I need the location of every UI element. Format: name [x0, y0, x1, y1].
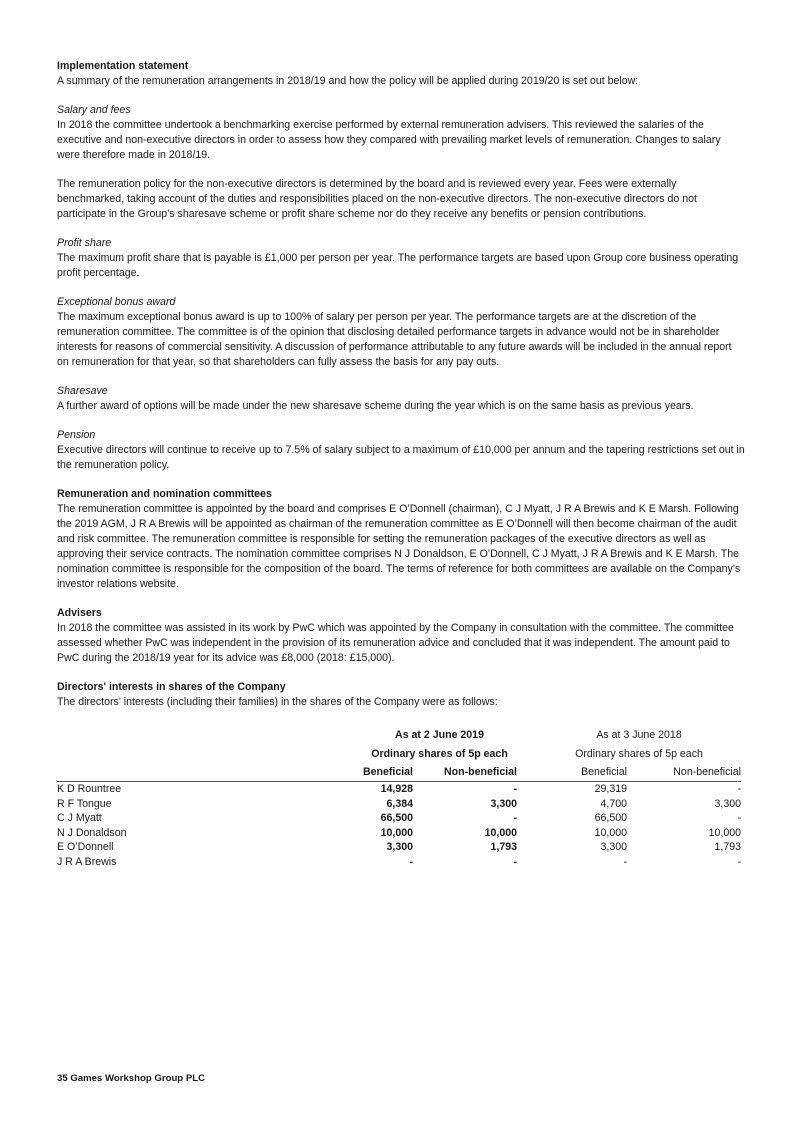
- advisers-heading: Advisers: [57, 607, 102, 619]
- share-class-2019: Ordinary shares of 5p each: [371, 747, 508, 760]
- group-header-2018: As at 3 June 2018: [596, 729, 682, 741]
- beneficial-2019-cell: -: [409, 855, 413, 868]
- advisers-paragraph: In 2018 the committee was assisted in its work by PwC which was appointed by the Company in consultation with the committee. The committee assessed whether PwC was independent in the provision of its remuneration advice and concluded that it was independent. The amount paid to PwC during the 2018/19 year for its advice was £8,000 (2018: £15,000).: [57, 622, 734, 664]
- profit-share-paragraph: The maximum profit share that is payable is £1,000 per person per year. The performance targets are based upon Group core business operating profit percentage.: [57, 252, 739, 279]
- table-row: [57, 840, 741, 855]
- nonbeneficial-2019-cell: 1,793: [490, 841, 518, 854]
- interests-heading: Directors' interests in shares of the Company: [57, 681, 286, 693]
- nonbeneficial-2019-cell: -: [513, 855, 518, 868]
- page-footer: 35 Games Workshop Group PLC: [57, 1073, 206, 1084]
- table-row: [57, 855, 741, 870]
- table-row: [57, 797, 741, 812]
- group-header-2019: As at 2 June 2019: [395, 729, 484, 741]
- director-name: K D Rountree: [57, 783, 122, 795]
- salary-paragraph-2: The remuneration policy for the non-executive directors is determined by the board and is reviewed every year. Fees were externally benchmarked, taking account of the duties and responsibilities placed on the non-executive directors. The non-executive directors do not participate in the Group’s sharesave scheme or profit share scheme nor do they receive any benefits or pension contributions.: [57, 178, 697, 220]
- nonbeneficial-2018-cell: 1,793: [714, 841, 742, 854]
- sharesave-subheading: Sharesave: [57, 385, 108, 397]
- nonbeneficial-2019-cell: 10,000: [484, 826, 518, 839]
- pension-paragraph: Executive directors will continue to receive up to 7.5% of salary subject to a maximum of £10,000 per annum and the tapering restrictions set out in the remuneration policy.: [57, 444, 745, 471]
- beneficial-2018-cell: 10,000: [594, 826, 628, 839]
- col-beneficial-2018: Beneficial: [517, 763, 627, 782]
- beneficial-2019-cell: 3,300: [386, 841, 413, 854]
- table-row: [57, 811, 741, 826]
- beneficial-2018-cell: -: [623, 855, 628, 868]
- director-name: J R A Brewis: [57, 855, 117, 868]
- nonbeneficial-2019-cell: -: [513, 783, 518, 795]
- document-page: [57, 59, 745, 870]
- table-group-header: [57, 726, 741, 745]
- bonus-subheading: Exceptional bonus award: [57, 296, 176, 308]
- bonus-paragraph: The maximum exceptional bonus award is up to 100% of salary per person per year. The performance targets are at the discretion of the remuneration committee. The committee is of the opinion that disclosing detailed performance targets in advance would not be in shareholder interests for reasons of commercial sensitivity. A discussion of performance attributable to any future awards will be included in the annual report on remuneration for that year, so that shareholders can fully assess the basis for any pay outs.: [57, 311, 732, 368]
- profit-share-subheading: Profit share: [57, 237, 112, 249]
- table-row: [57, 782, 741, 797]
- committees-paragraph: The remuneration committee is appointed by the board and comprises E O’Donnell (chairman), C J Myatt, J R A Brewis and K E Marsh. Following the 2019 AGM, J R A Brewis will be appointed as chairman of the remuneration committee as E O’Donnell will then become chairman of the audit and risk committee. The remuneration committee is responsible for setting the remuneration packages of the executive directors as well as approving their service contracts. The nomination committee comprises N J Donaldson, E O’Donnell, C J Myatt, J R A Brewis and K E Marsh. The nomination committee is responsible for the composition of the board. The terms of reference for both committees are available on the Company’s investor relations website.: [57, 503, 741, 590]
- beneficial-2019-cell: 66,500: [380, 812, 413, 825]
- beneficial-2018-cell: 4,700: [600, 797, 628, 810]
- implementation-intro: A summary of the remuneration arrangements in 2018/19 and how the policy will be applied during 2019/20 is set out below:: [57, 75, 639, 87]
- pension-subheading: Pension: [57, 429, 96, 441]
- implementation-heading: Implementation statement: [57, 60, 189, 72]
- col-nonbeneficial-2018: Non-beneficial: [627, 763, 741, 782]
- nonbeneficial-2018-cell: -: [737, 812, 742, 825]
- sharesave-paragraph: A further award of options will be made under the new sharesave scheme during the year which is on the same basis as previous years.: [57, 400, 694, 412]
- beneficial-2019-cell: 6,384: [386, 797, 413, 810]
- interests-intro: The directors' interests (including their families) in the shares of the Company were as follows:: [57, 696, 498, 708]
- share-class-2018: Ordinary shares of 5p each: [575, 747, 703, 760]
- beneficial-2019-cell: 14,928: [380, 783, 413, 795]
- nonbeneficial-2018-cell: -: [737, 855, 742, 868]
- beneficial-2018-cell: 3,300: [600, 841, 628, 854]
- nonbeneficial-2018-cell: 10,000: [708, 826, 742, 839]
- nonbeneficial-2019-cell: 3,300: [490, 797, 518, 810]
- beneficial-2018-cell: 66,500: [594, 812, 628, 825]
- director-name: R F Tongue: [57, 797, 112, 810]
- salary-subheading: Salary and fees: [57, 104, 131, 116]
- nonbeneficial-2019-cell: -: [513, 812, 518, 825]
- nonbeneficial-2018-cell: -: [737, 783, 742, 795]
- table-row: [57, 826, 741, 841]
- committees-heading: Remuneration and nomination committees: [57, 488, 272, 500]
- director-name: C J Myatt: [57, 812, 102, 825]
- col-nonbeneficial-2019: Non-beneficial: [413, 763, 517, 782]
- director-name: E O’Donnell: [57, 841, 114, 854]
- nonbeneficial-2018-cell: 3,300: [714, 797, 742, 810]
- salary-paragraph-1: In 2018 the committee undertook a benchmarking exercise performed by external remuneration advisers. This reviewed the salaries of the executive and non-executive directors in order to assess how they compared with prevailing market levels of remuneration. Changes to salary were therefore made in 2018/19.: [57, 119, 721, 161]
- beneficial-2018-cell: 29,319: [594, 783, 628, 795]
- director-name: N J Donaldson: [57, 826, 127, 839]
- table-share-class-header: [57, 745, 741, 764]
- table-column-header: [57, 763, 741, 782]
- directors-interests-table: [57, 726, 741, 870]
- col-beneficial-2019: Beneficial: [307, 763, 413, 782]
- beneficial-2019-cell: 10,000: [380, 826, 413, 839]
